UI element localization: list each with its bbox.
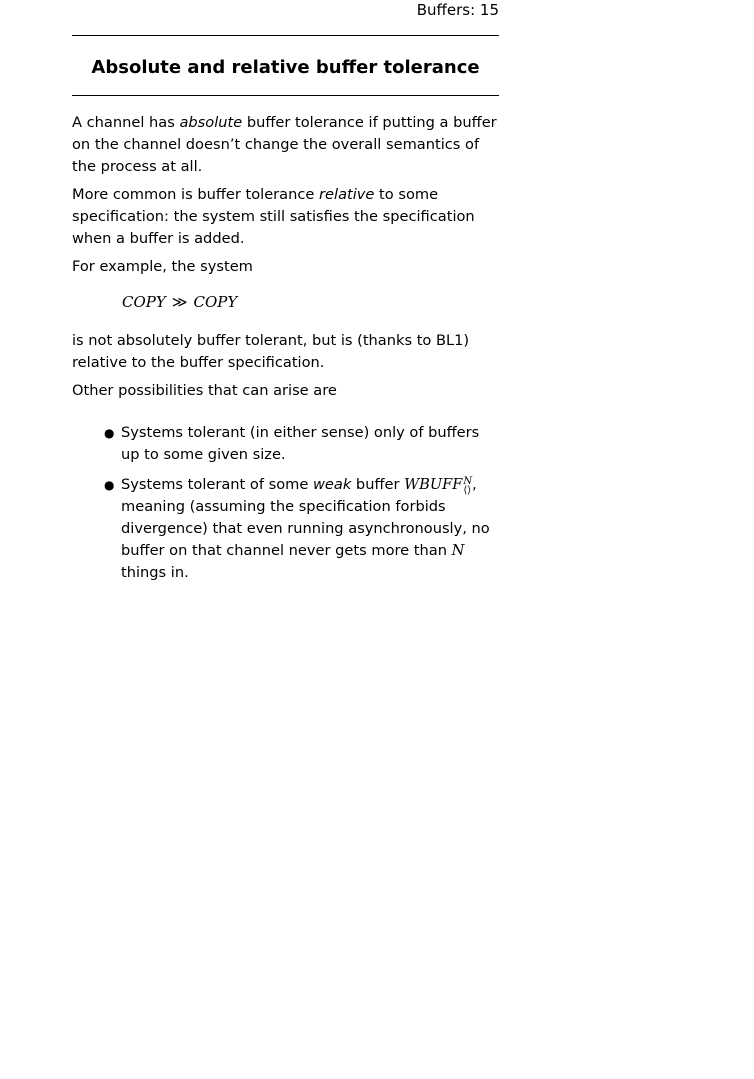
math-n: N — [451, 542, 465, 559]
equation-operator: ≫ — [171, 293, 188, 311]
bullet-text-end: things in. — [121, 564, 189, 581]
p1-text-before: A channel has — [72, 114, 180, 131]
bullet-icon: ● — [104, 478, 115, 492]
paragraph-possibilities: Other possibilities that can arise are — [72, 382, 337, 399]
paragraph-relative — [72, 184, 499, 250]
math-wbuff-superscript: N — [463, 476, 473, 487]
p1-text-after: buffer tolerance if putting a buffer on the channel doesn’t change the overall semantics of the process at all. — [72, 114, 497, 175]
emph-relative: relative — [319, 186, 375, 203]
slide-title: Absolute and relative buffer tolerance — [91, 57, 480, 78]
equation-left: COPY — [122, 293, 166, 311]
bullet-text-before: Systems tolerant of some — [121, 476, 313, 493]
bullet-icon: ● — [104, 426, 115, 440]
paragraph-absolute — [72, 112, 499, 178]
bullet-text-middle: buffer — [351, 476, 405, 493]
math-wbuff: WBUFF — [404, 476, 463, 493]
bottom-rule — [72, 95, 499, 96]
slide-body — [72, 112, 499, 592]
display-equation — [122, 290, 499, 314]
paragraph-example: For example, the system — [72, 258, 253, 275]
list-item — [72, 422, 499, 466]
bullet-text: Systems tolerant (in either sense) only of buffers up to some given size. — [121, 424, 480, 463]
running-head: Buffers: 15 — [416, 1, 499, 19]
paragraph-not-absolute: is not absolutely buffer tolerant, but is (thanks to BL1) relative to the buffer specification. — [72, 332, 470, 371]
top-rule — [72, 35, 499, 36]
equation-right: COPY — [193, 293, 238, 311]
bullet-list — [72, 422, 499, 584]
math-wbuff-subscript: ⟨⟩ — [463, 485, 472, 496]
list-item — [72, 474, 499, 584]
emph-weak: weak — [312, 476, 352, 493]
bullet-text-after-math: , meaning (assuming the specification forbids divergence) that even running asynchronously, no buffer on that channel never gets more than — [121, 476, 490, 559]
p2-text-before: More common is buffer tolerance — [72, 186, 320, 203]
emph-absolute: absolute — [179, 114, 243, 131]
p2-text-after: to some specification: the system still satisfies the specification when a buffer is added. — [72, 186, 475, 247]
math-wbuff-indices — [463, 477, 472, 495]
